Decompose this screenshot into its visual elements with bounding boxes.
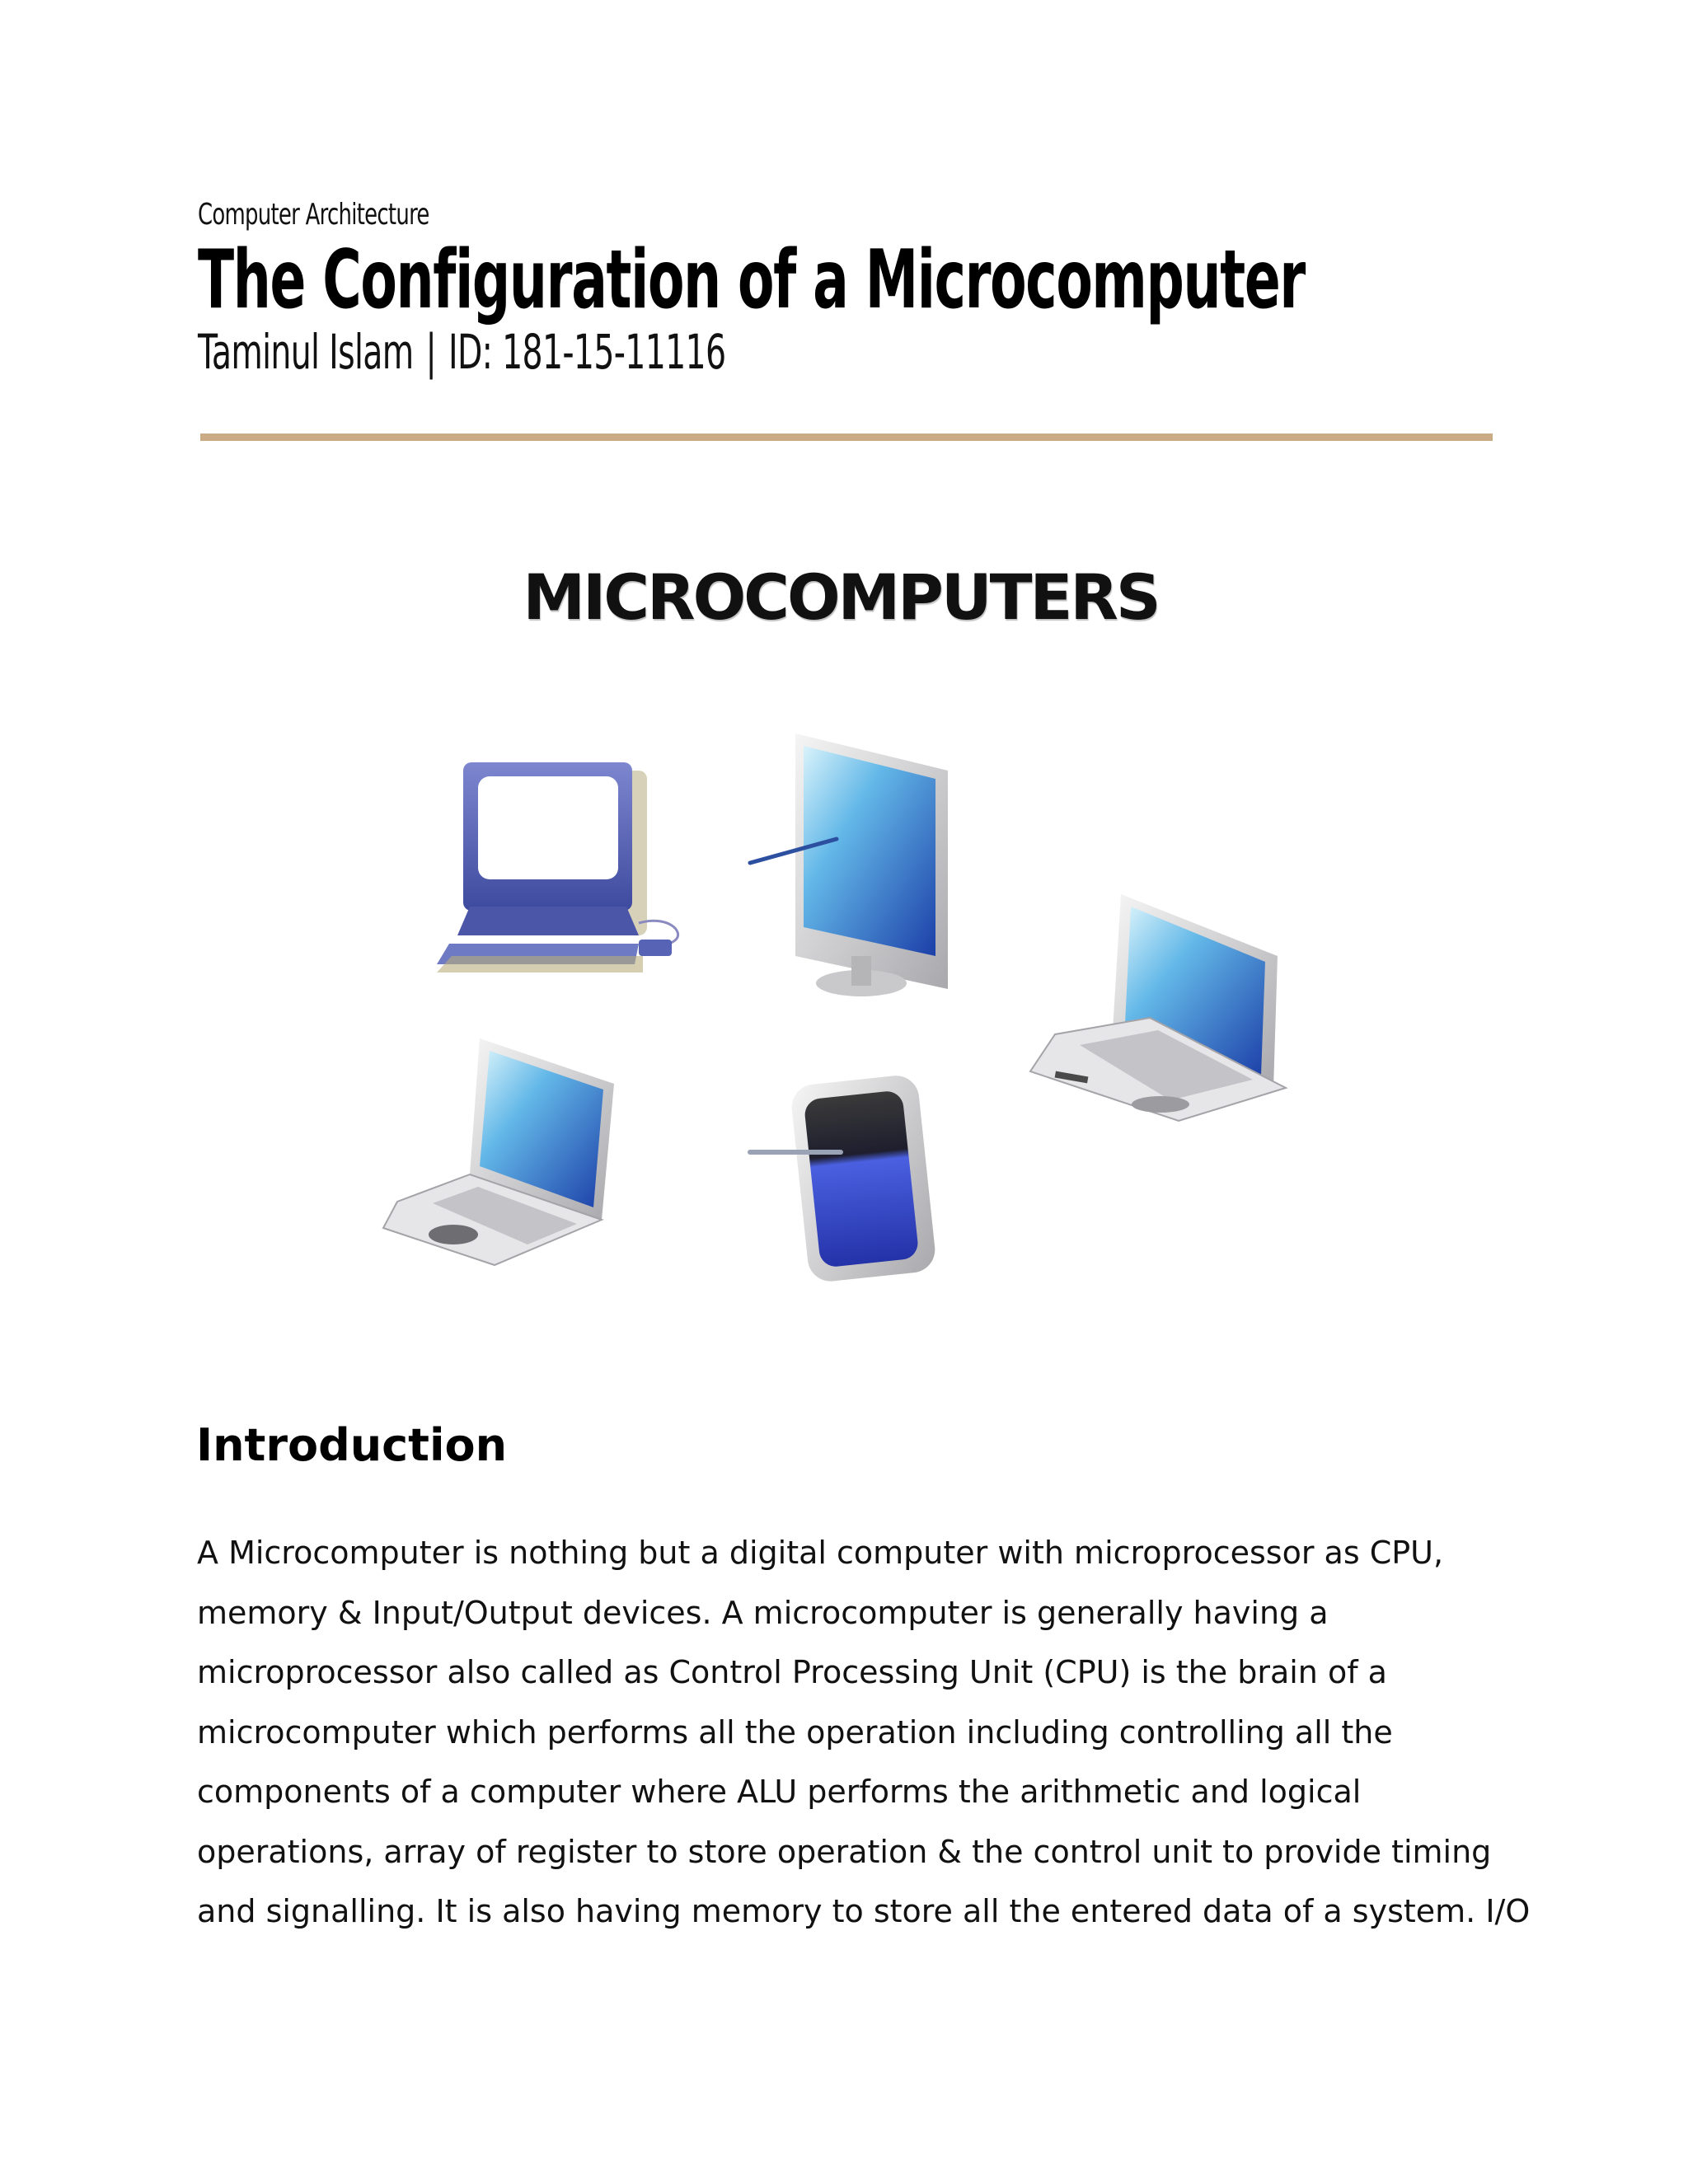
header-divider [200, 434, 1493, 441]
page-title: The Configuration of a Microcomputer [198, 233, 1305, 328]
author-name: Taminul Islam [198, 324, 414, 381]
course-name: Computer Architecture [198, 198, 429, 232]
monitor-with-stylus-icon [750, 733, 948, 996]
desktop-computer-icon [437, 762, 678, 972]
document-header [198, 198, 1492, 379]
paragraph-line: A Microcomputer is nothing but a digital computer with microprocessor as CPU, [197, 1535, 1444, 1571]
student-id: ID: 181-15-11116 [448, 324, 726, 381]
paragraph-line: operations, array of register to store operation & the control unit to provide timing [197, 1833, 1492, 1870]
figure-title: MICROCOMPUTERS [523, 560, 1159, 634]
laptop-icon [1030, 894, 1286, 1121]
paragraph-line: memory & Input/Output devices. A microcomputer is generally having a [197, 1594, 1329, 1631]
section-heading-introduction: Introduction [196, 1419, 508, 1471]
introduction-paragraph [197, 1523, 1531, 1942]
microcomputers-figure [354, 560, 1327, 1302]
byline [198, 326, 1078, 379]
tablet-with-stylus-icon [750, 1074, 937, 1284]
laptop-icon [383, 1038, 614, 1265]
paragraph-line: microprocessor also called as Control Processing Unit (CPU) is the brain of a [197, 1654, 1387, 1690]
paragraph-line: and signalling. It is also having memory to store all the entered data of a system. I/O [197, 1893, 1531, 1929]
paragraph-line: components of a computer where ALU performs the arithmetic and logical [197, 1774, 1362, 1810]
paragraph-line: microcomputer which performs all the operation including controlling all the [197, 1713, 1393, 1750]
byline-separator: | [425, 324, 437, 381]
figure-illustration [354, 560, 1327, 1302]
